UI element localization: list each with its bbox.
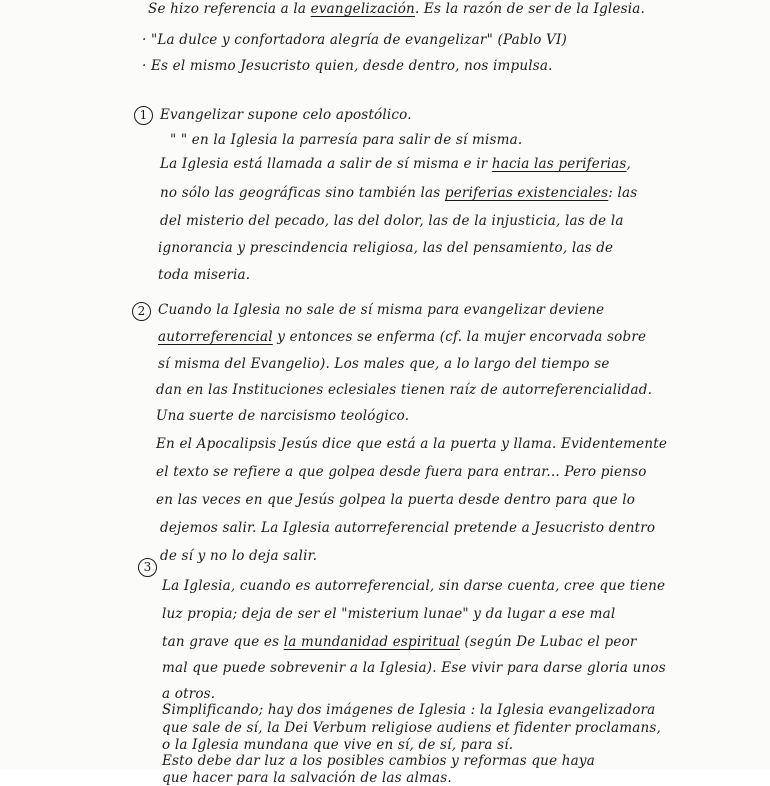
point-3-line-1: La Iglesia, cuando es autorreferencial, sin darse cuenta, cree que tiene <box>162 578 666 594</box>
point-3-line-6: Simplificando; hay dos imágenes de Iglesia : la Iglesia evangelizadora <box>162 702 656 718</box>
point-1-line-4: no sólo las geográficas sino también las periferias existenciales: las <box>160 185 638 201</box>
point-3-line-2: luz propia; deja de ser el "misterium lunae" y da lugar a ese mal <box>162 606 616 622</box>
point-1-line-5: del misterio del pecado, las del dolor, las de la injusticia, las de la <box>160 213 624 229</box>
point-3-line-9: Esto debe dar luz a los posibles cambios y reformas que haya <box>162 753 595 769</box>
mundanidad-espiritual-underlined: la mundanidad espiritual <box>283 634 460 650</box>
point-3-line-8: o la Iglesia mundana que vive en sí, de sí, para sí. <box>162 737 514 753</box>
point-1-line-3: La Iglesia está llamada a salir de sí misma e ir hacia las periferias, <box>160 156 632 172</box>
evangelization-underlined: evangelización <box>310 1 415 17</box>
point-2-line-1: Cuando la Iglesia no sale de sí misma para evangelizar deviene <box>158 302 605 318</box>
point-2-line-8: en las veces en que Jesús golpea la puerta desde dentro para que lo <box>156 492 636 508</box>
point-2-line-7: el texto se refiere a que golpea desde fuera para entrar... Pero pienso <box>156 464 647 480</box>
point-3-number: 3 <box>138 558 157 577</box>
point-2-line-4: dan en las Instituciones eclesiales tienen raíz de autorreferencialidad. <box>156 382 653 398</box>
point-2-line-2: autorreferencial y entonces se enferma (cf. la mujer encorvada sobre <box>158 329 647 345</box>
intro-line-2: · "La dulce y confortadora alegría de evangelizar" (Pablo VI) <box>142 32 567 48</box>
point-1-line-6: ignorancia y prescindencia religiosa, las del pensamiento, las de <box>158 240 614 256</box>
point-1-number: 1 <box>134 106 153 125</box>
point-2-line-5: Una suerte de narcisismo teológico. <box>156 408 410 424</box>
point-2-number: 2 <box>132 302 151 321</box>
point-1-line-7: toda miseria. <box>158 267 251 283</box>
periferias-underlined: hacia las periferias <box>491 156 627 172</box>
point-2-line-9: dejemos salir. La Iglesia autorreferencial pretende a Jesucristo dentro <box>160 520 656 536</box>
point-2-line-10: de sí y no lo deja salir. <box>160 548 318 564</box>
point-3-line-10: que hacer para la salvación de las almas. <box>162 770 452 786</box>
autorreferencial-underlined: autorreferencial <box>158 329 273 345</box>
point-1-line-2: " " en la Iglesia la parresía para salir de sí misma. <box>170 132 523 148</box>
intro-line-3: · Es el mismo Jesucristo quien, desde dentro, nos impulsa. <box>142 58 553 74</box>
point-2-line-6: En el Apocalipsis Jesús dice que está a la puerta y llama. Evidentemente <box>156 436 668 452</box>
point-1-line-1: Evangelizar supone celo apostólico. <box>160 107 412 123</box>
point-3-line-5: a otros. <box>162 686 216 702</box>
point-3-line-7: que sale de sí, la Dei Verbum religiose audiens et fidenter proclamans, <box>162 720 662 736</box>
point-2-line-3: sí misma del Evangelio). Los males que, a lo largo del tiempo se <box>158 356 610 372</box>
point-3-line-3: tan grave que es la mundanidad espiritual (según De Lubac el peor <box>162 634 637 650</box>
intro-line-1: Se hizo referencia a la evangelización. Es la razón de ser de la Iglesia. <box>148 1 646 17</box>
point-3-line-4: mal que puede sobrevenir a la Iglesia). Ese vivir para darse gloria unos <box>162 660 666 676</box>
periferias-existenciales-underlined: periferias existenciales <box>444 185 609 201</box>
